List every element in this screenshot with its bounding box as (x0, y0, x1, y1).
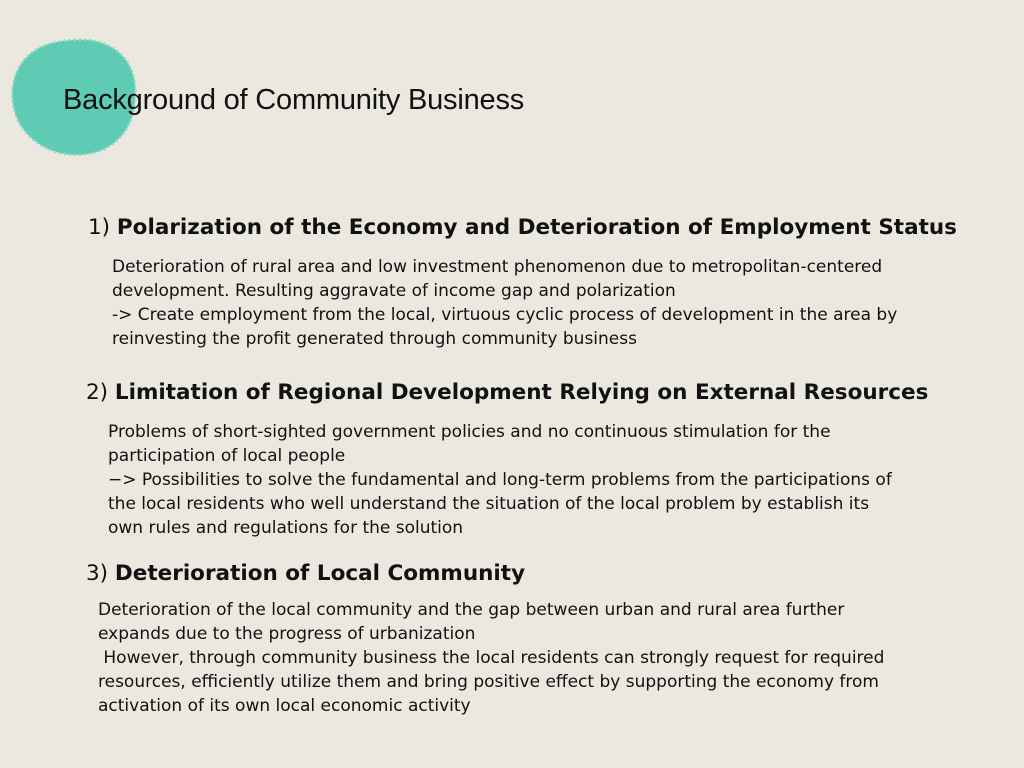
section-1-line: Deterioration of rural area and low investment phenomenon due to metropolitan-centered (112, 257, 883, 277)
section-3-line: However, through community business the local residents can strongly request for required (98, 648, 885, 668)
section-3-line: activation of its own local economic activity (98, 696, 471, 716)
section-3-title: Deterioration of Local Community (114, 561, 526, 586)
section-2-heading (86, 379, 928, 407)
section-2 (86, 379, 928, 407)
section-2-line: the local residents who well understand the situation of the local problem by establish its (108, 494, 870, 514)
section-2-line: participation of local people (108, 446, 346, 466)
section-2-line: Problems of short-sighted government policies and no continuous stimulation for the (108, 422, 831, 442)
section-1-heading (88, 214, 957, 242)
section-2-number: 2) (86, 380, 109, 405)
section-3-number: 3) (86, 561, 109, 586)
slide-title: Background of Community Business (63, 84, 525, 116)
section-1 (88, 214, 957, 242)
section-3 (86, 560, 525, 588)
section-2-line: −> Possibilities to solve the fundamental and long-term problems from the participations of (108, 470, 892, 490)
section-2-line: own rules and regulations for the solution (108, 518, 464, 538)
section-3-line: Deterioration of the local community and the gap between urban and rural area further (98, 600, 845, 620)
section-3-line: resources, efficiently utilize them and bring positive effect by supporting the economy from (98, 672, 879, 692)
section-3-line: expands due to the progress of urbanization (98, 624, 476, 644)
section-3-body (98, 598, 884, 718)
section-2-body (108, 420, 892, 540)
section-1-title: Polarization of the Economy and Deterioration of Employment Status (116, 215, 957, 240)
section-1-number: 1) (88, 215, 111, 240)
section-3-heading (86, 560, 525, 588)
section-1-body (112, 255, 897, 351)
section-1-line: development. Resulting aggravate of income gap and polarization (112, 281, 676, 301)
section-2-title: Limitation of Regional Development Relying on External Resources (114, 380, 929, 405)
section-1-line: -> Create employment from the local, virtuous cyclic process of development in the area by (112, 305, 898, 325)
section-1-line: reinvesting the profit generated through community business (112, 329, 637, 349)
